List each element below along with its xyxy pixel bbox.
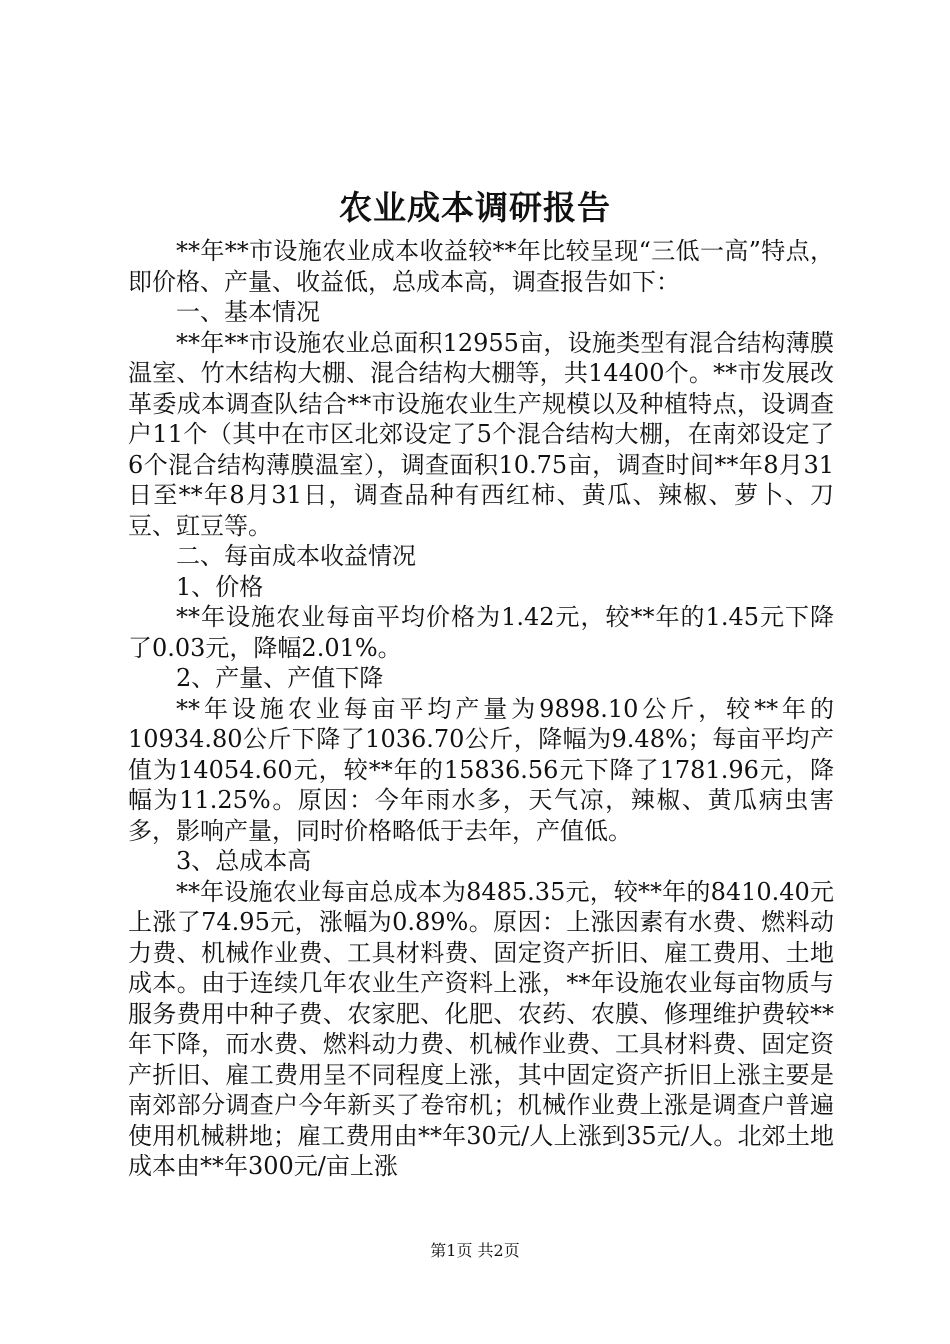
total-cost-paragraph: **年设施农业每亩总成本为8485.35元，较**年的8410.40元上涨了74.95元，涨幅为0.89%。原因：上涨因素有水费、燃料动力费、机械作业费、工具材料费、固定资产折旧、雇工费用、土地成本。由于连续几年农业生产资料上涨，**年设施农业每亩物质与服务费用中种子费、农家肥、化肥、农药、农膜、修理维护费较**年下降，而水费、燃料动力费、机械作业费、工具材料费、固定资产折旧、雇工费用呈不同程度上涨，其中固定资产折旧上涨主要是南郊部分调查户今年新买了卷帘机；机械作业费上涨是调查户普遍使用机械耕地；雇工费用由**年30元/人上涨到35元/人。北郊土地成本由**年300元/亩上涨 [128,877,834,1180]
output-paragraph: **年设施农业每亩平均产量为9898.10公斤，较**年的10934.80公斤下降了1036.70公斤，降幅为9.48%；每亩平均产值为14054.60元，较**年的15836.56元下降了1781.96元，降幅为11.25%。原因：今年雨水多，天气凉，辣椒、黄瓜病虫害多，影响产量，同时价格略低于去年，产值低。 [128,694,834,845]
document-title: 农业成本调研报告 [339,188,611,227]
price-paragraph: **年设施农业每亩平均价格为1.42元，较**年的1.45元下降了0.03元，降幅2.01%。 [128,603,834,662]
subheading-total-cost: 3、总成本高 [176,847,312,875]
section-heading-cost-income: 二、每亩成本收益情况 [176,542,416,570]
subheading-output: 2、产量、产值下降 [176,664,384,692]
subheading-price: 1、价格 [176,572,264,601]
page-footer: 第1页 共2页 [430,1241,520,1260]
section-heading-basic: 一、基本情况 [176,298,320,326]
basic-info-paragraph: **年**市设施农业总面积12955亩，设施类型有混合结构薄膜温室、竹木结构大棚、混合结构大棚等，共14400个。**市发展改革委成本调查队结合**市设施农业生产规模以及种植特点，设调查户11个（其中在市区北郊设定了5个混合结构大棚，在南郊设定了6个混合结构薄膜温室），调查面积10.75亩，调查时间**年8月31日至**年8月31日，调查品种有西红柿、黄瓜、辣椒、萝卜、刀豆、豇豆等。 [128,328,834,540]
document-body [128,236,834,1182]
intro-paragraph: **年**市设施农业成本收益较**年比较呈现“三低一高”特点，即价格、产量、收益低，总成本高，调查报告如下： [128,237,834,296]
